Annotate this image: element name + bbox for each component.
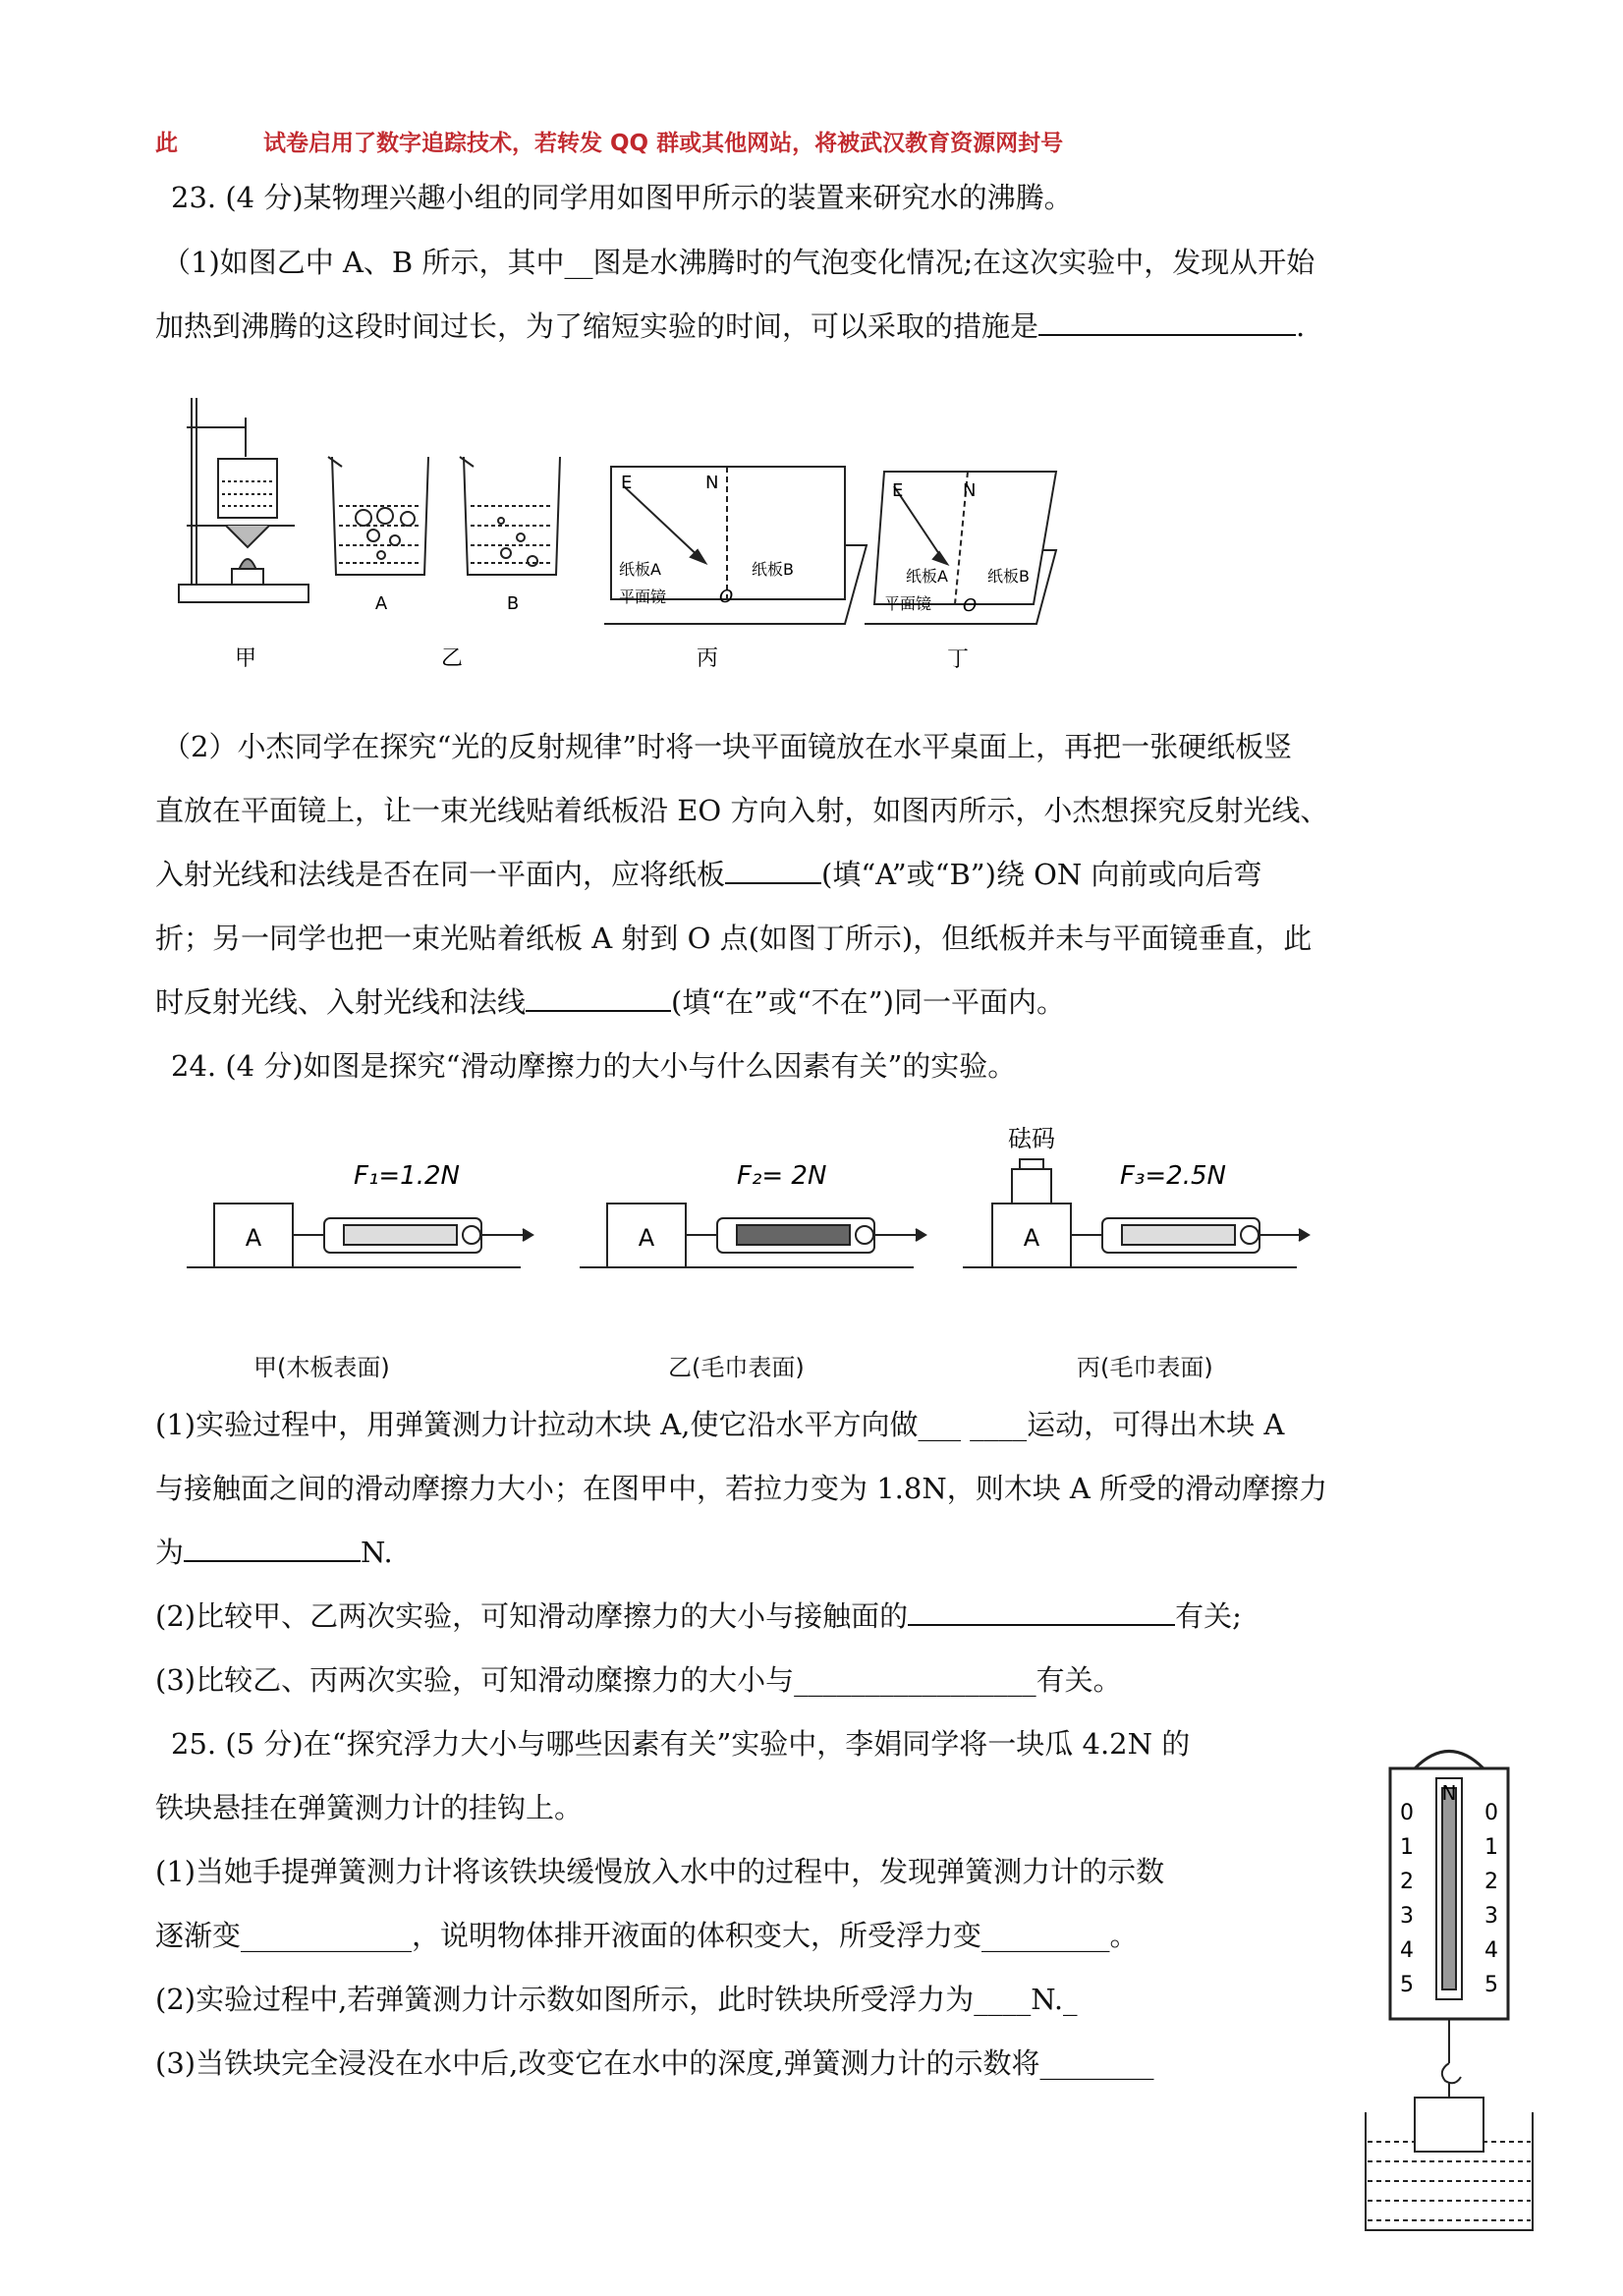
q23-title: 23. (4 分)某物理兴趣小组的同学用如图甲所示的装置来研究水的沸腾。 bbox=[171, 181, 1073, 214]
label-board-a: 纸板A bbox=[619, 560, 661, 579]
tick-0-right: 0 bbox=[1484, 1801, 1498, 1825]
tick-4-left: 4 bbox=[1400, 1938, 1414, 1963]
q23-figure-ding bbox=[865, 462, 1071, 673]
warning-banner: 试卷启用了数字追踪技术，若转发 QQ 群或其他网站，将被武汉教育资源网封号 bbox=[263, 131, 1064, 156]
q23-part2-text5b: (填“在”或“不在”)同一平面内。 bbox=[671, 985, 1065, 1019]
q23-part2-line1: （2）小杰同学在探究“光的反射规律”时将一块平面镜放在水平桌面上，再把一张硬纸板竖 bbox=[162, 730, 1293, 763]
q23-part2-line4: 折；另一同学也把一束光贴着纸板 A 射到 O 点(如图丁所示)，但纸板并未与平面镜垂直，此 bbox=[155, 922, 1313, 955]
q25-part2: (2)实验过程中,若弹簧测力计示数如图所示，此时铁块所受浮力为____N._ bbox=[155, 1983, 1078, 2016]
answer-blank[interactable] bbox=[908, 1600, 1175, 1626]
label-n: N bbox=[705, 473, 719, 493]
q25-part1-line1: (1)当她手提弹簧测力计将该铁块缓慢放入水中的过程中，发现弹簧测力计的示数 bbox=[155, 1855, 1165, 1888]
label-mirror: 平面镜 bbox=[619, 588, 667, 606]
q24-part1-line3 bbox=[155, 1533, 393, 1572]
caption-yi: 乙(毛巾表面) bbox=[668, 1354, 805, 1381]
tick-5-right: 5 bbox=[1484, 1973, 1498, 1997]
q23-part2-text5a: 时反射光线、入射光线和法线 bbox=[155, 985, 527, 1019]
q24-figure bbox=[177, 1105, 1316, 1282]
q23-part2-text3a: 入射光线和法线是否在同一平面内，应将纸板 bbox=[155, 858, 726, 891]
q23-part1-text: 加热到沸腾的这段时间过长，为了缩短实验的时间，可以采取的措施是 bbox=[155, 309, 1039, 343]
label-yi: 乙 bbox=[440, 646, 464, 671]
weight-label: 砝码 bbox=[1008, 1125, 1055, 1152]
q24-part3: (3)比较乙、丙两次实验，可知滑动糜擦力的大小与_________________有关。 bbox=[155, 1663, 1122, 1697]
q24-part1-text3a: 为 bbox=[155, 1536, 185, 1569]
q24-part2 bbox=[155, 1596, 1242, 1636]
beaker-a bbox=[328, 457, 428, 575]
label-a: A bbox=[374, 593, 388, 614]
tick-3-right: 3 bbox=[1484, 1904, 1498, 1929]
label-e: E bbox=[621, 473, 633, 493]
q24-part1-text3b: N. bbox=[361, 1536, 393, 1569]
beaker-b bbox=[460, 457, 560, 575]
period: . bbox=[1296, 309, 1306, 343]
label-mirror2: 平面镜 bbox=[884, 594, 932, 613]
q25-part3: (3)当铁块完全浸没在水中后,改变它在水中的深度,弹簧测力计的示数将________ bbox=[155, 2046, 1154, 2080]
answer-blank[interactable] bbox=[526, 986, 671, 1012]
q23-part2-line2: 直放在平面镜上，让一束光线贴着纸板沿 EO 方向入射，如图丙所示，小杰想探究反射光线、 bbox=[155, 794, 1329, 827]
tick-0-left: 0 bbox=[1400, 1801, 1414, 1825]
label-e2: E bbox=[892, 480, 904, 501]
label-ding: 丁 bbox=[946, 647, 970, 672]
q25-part1-line2: 逐渐变____________，说明物体排开液面的体积变大，所受浮力变_________。 bbox=[155, 1919, 1139, 1952]
tick-1-right: 1 bbox=[1484, 1835, 1498, 1860]
label-board-b2: 纸板B bbox=[987, 567, 1030, 586]
answer-blank[interactable] bbox=[184, 1537, 361, 1562]
boiling-apparatus bbox=[179, 398, 308, 602]
q23-part2-text3b: (填“A”或“B”)绕 ON 向前或向后弯 bbox=[821, 858, 1262, 891]
caption-jia: 甲(木板表面) bbox=[253, 1354, 390, 1381]
force-f3: F₃=2.5N bbox=[1120, 1161, 1226, 1191]
q24-part1-line1: (1)实验过程中，用弹簧测力计拉动木块 A,使它沿水平方向做___ ____运动，可得出木块 A bbox=[155, 1408, 1285, 1441]
label-b: B bbox=[506, 593, 520, 614]
q23-part1-line1: （1)如图乙中 A、B 所示，其中__图是水沸腾时的气泡变化情况;在这次实验中，发现从开始 bbox=[162, 246, 1315, 279]
q23-part2-line5 bbox=[155, 982, 1065, 1022]
label-o: O bbox=[719, 587, 734, 607]
q24-title: 24. (4 分)如图是探究“滑动摩擦力的大小与什么因素有关”的实验。 bbox=[171, 1049, 1017, 1083]
tick-4-right: 4 bbox=[1484, 1938, 1498, 1963]
force-f2: F₂= 2N bbox=[737, 1161, 827, 1191]
q23-part2-line3 bbox=[155, 855, 1262, 894]
block-a-1: A bbox=[245, 1224, 262, 1252]
answer-blank[interactable] bbox=[1038, 310, 1296, 336]
label-o2: O bbox=[963, 595, 978, 616]
answer-blank[interactable] bbox=[725, 859, 821, 884]
tick-3-left: 3 bbox=[1400, 1904, 1414, 1929]
scale-unit: N bbox=[1441, 1781, 1457, 1805]
q24-part1-line2: 与接触面之间的滑动摩擦力大小；在图甲中，若拉力变为 1.8N，则木块 A 所受的滑动摩擦力 bbox=[155, 1472, 1328, 1505]
tick-2-left: 2 bbox=[1400, 1870, 1414, 1894]
q25-title-line2: 铁块悬挂在弹簧测力计的挂钩上。 bbox=[155, 1791, 584, 1824]
caption-bing: 丙(毛巾表面) bbox=[1077, 1354, 1213, 1381]
label-jia: 甲 bbox=[234, 646, 257, 671]
label-board-b: 纸板B bbox=[752, 560, 794, 579]
block-a-2: A bbox=[638, 1224, 655, 1252]
warning-mark: 此 bbox=[155, 131, 178, 156]
tick-5-left: 5 bbox=[1400, 1973, 1414, 1997]
q24-part2-text-a: (2)比较甲、乙两次实验，可知滑动摩擦力的大小与接触面的 bbox=[155, 1599, 909, 1633]
tick-1-left: 1 bbox=[1400, 1835, 1414, 1860]
force-f1: F₁=1.2N bbox=[354, 1161, 460, 1191]
tick-2-right: 2 bbox=[1484, 1870, 1498, 1894]
label-bing: 丙 bbox=[696, 646, 719, 671]
label-n2: N bbox=[963, 480, 977, 501]
block-a-3: A bbox=[1023, 1224, 1040, 1252]
q23-part1-line2 bbox=[155, 307, 1305, 346]
spring-scale-figure bbox=[1346, 1739, 1552, 2240]
q24-part2-text-b: 有关; bbox=[1175, 1599, 1242, 1633]
label-board-a2: 纸板A bbox=[906, 567, 948, 586]
q25-title: 25. (5 分)在“探究浮力大小与哪些因素有关”实验中，李娟同学将一块瓜 4.2N 的 bbox=[171, 1727, 1191, 1761]
q23-figure bbox=[167, 378, 874, 683]
